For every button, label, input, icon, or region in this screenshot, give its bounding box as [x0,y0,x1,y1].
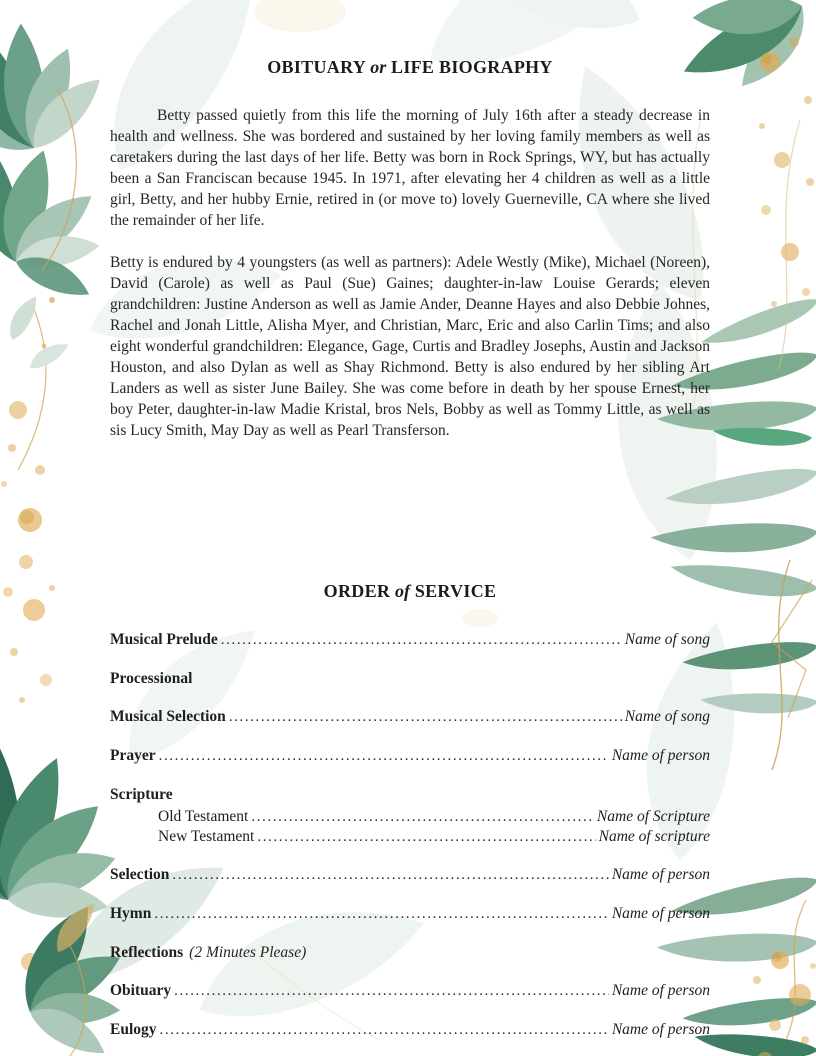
service-item-dots [257,827,595,847]
obituary-heading-mid: or [370,57,387,77]
service-item-label: Scripture [110,786,173,803]
service-item-dots [154,903,608,925]
order-heading-post: SERVICE [414,581,497,601]
program-content [110,56,710,1038]
service-item-label: Selection [110,866,170,883]
service-item-value: Name of song [624,708,710,725]
service-item-dots [251,807,594,827]
service-item-label: Reflections [110,944,184,961]
service-item-value: Name of scripture [598,828,710,845]
obituary-heading-pre: OBITUARY [267,57,366,77]
service-item-row [110,706,710,728]
service-item-label: Musical Selection [110,708,226,725]
service-item-label: Old Testament [158,808,249,825]
service-item-row [110,903,710,925]
service-item-dots [160,1019,609,1041]
service-item-note: (2 Minutes Please) [189,944,307,961]
order-of-service-list [110,629,710,1041]
service-item-label: Processional [110,670,193,687]
service-item-label: Musical Prelude [110,631,218,648]
order-of-service-heading [110,580,710,603]
service-item-dots [174,980,609,1002]
service-item-label: New Testament [158,828,255,845]
leaf-cluster-top-left [0,3,110,470]
service-item-value: Name of person [611,866,710,883]
order-heading-mid: of [395,581,410,601]
service-item-label: Hymn [110,905,152,922]
service-item-row [110,745,710,767]
service-item-dots [229,706,622,728]
service-item-value: Name of person [611,905,710,922]
obituary-heading [110,56,710,79]
obituary-paragraph-2: Betty is endured by 4 youngsters (as well as partners): Adele Westly (Mike), Michael (Noreen), David (Carole) as well as Paul (Sue) Gaines; daughter-in-law Louise Gerards; eleven grandchildren: Justine Anderson as well as Jamie Ander, Deanne Hayes and also Debbie Johnes, Rachel and Jonah Little, Alisha Myer, and Christian, Marc, Eric and also Carlin Tims; and also eight wonderful grandchildren: Elegance, Gage, Curtis and Bradley Josephs, Austin and Jackson Houston, and also Dylan as well as Shay Richmond. Betty is also endured by her sibling Art Landers as well as sister June Bailey. She was come before in death by her spouse Ernest, her boy Peter, daughter-in-law Madie Kristal, bros Nels, Bobby as well as Tommy Little, as well as sis Lucy Smith, May Day as well as Pearl Transferson. [110,254,710,439]
service-item-label: Obituary [110,982,172,999]
service-item-row [110,942,710,963]
service-item-row [110,784,710,805]
service-sub-list [110,807,710,847]
service-item-row [110,629,710,651]
service-item-row [110,668,710,689]
service-item-dots [172,864,608,886]
service-item-value: Name of song [624,631,710,648]
obituary-section [110,56,710,441]
service-sub-item-row [158,807,710,827]
service-item-row [110,1019,710,1041]
service-item-value: Name of person [611,1021,710,1038]
service-sub-item-row [158,827,710,847]
service-item-row [110,980,710,1002]
order-of-service-section [110,580,710,1056]
service-item-value: Name of person [611,747,710,764]
service-item-dots [221,629,622,651]
service-item-value: Name of Scripture [596,808,710,825]
service-item-label: Prayer [110,747,156,764]
service-item-dots [159,745,609,767]
obituary-paragraph-1: Betty passed quietly from this life the morning of July 16th after a steady decrease in health and wellness. She was bordered and sustained by her loving family members as well as caretakers during the last days of her life. Betty was born in Rock Springs, WY, but has actually been a San Franciscan because 1945. In 1971, after elevating her 4 children as well as a little girl, Betty, and her hubby Ernie, retired in (or move to) lovely Guerneville, CA where she lived the remainder of her life. [110,107,710,229]
order-heading-pre: ORDER [323,581,391,601]
service-item-label: Eulogy [110,1021,157,1038]
obituary-heading-post: LIFE BIOGRAPHY [391,57,553,77]
service-item-row [110,864,710,886]
service-item-value: Name of person [611,982,710,999]
